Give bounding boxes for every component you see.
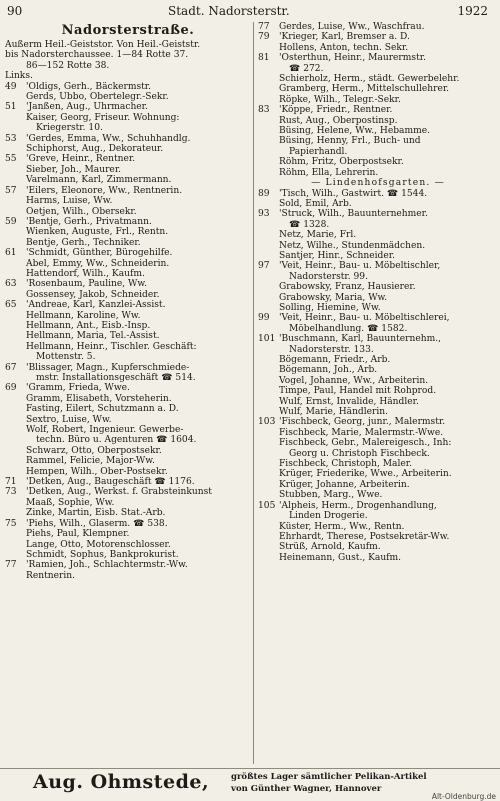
directory-line xyxy=(5,331,251,341)
entry-text: 'Detken, Aug., Werkst. f. Grabsteinkunst xyxy=(26,487,212,498)
entry-text: Gramm, Elisabeth, Vorsteherin. xyxy=(26,393,172,404)
entry-text: 'Ramien, Joh., Schlachtermstr.-Ww. xyxy=(26,560,188,571)
directory-line xyxy=(258,501,498,511)
directory-line xyxy=(258,64,498,74)
entry-text: Gossensey, Jakob, Schneider. xyxy=(26,289,160,300)
house-number: 97 xyxy=(258,261,270,272)
directory-line xyxy=(258,105,498,115)
page-year: 1922 xyxy=(457,4,488,18)
entry-text: Schiphorst, Aug., Dekorateur. xyxy=(26,144,164,155)
entry-text: Wulf, Ernst, Invalide, Händler. xyxy=(279,396,419,407)
entry-text: Timpe, Paul, Handel mit Rohprod. xyxy=(279,386,437,397)
entry-text: Hattendorf, Wilh., Kaufm. xyxy=(26,268,145,279)
directory-line xyxy=(5,165,251,175)
entry-text: bis Nadorsterchaussee. 1—84 Rotte 37. xyxy=(5,50,189,61)
directory-line xyxy=(5,92,251,102)
directory-line xyxy=(5,123,251,133)
directory-line xyxy=(258,95,498,105)
directory-line xyxy=(258,417,498,427)
watermark: Alt-Oldenburg.de xyxy=(431,792,496,801)
entry-text: 'Osterthun, Heinr., Maurermstr. xyxy=(279,53,426,64)
entry-text: Nadorsterstraße. xyxy=(61,23,195,38)
directory-line xyxy=(258,178,498,188)
ad-brand: Aug. Ohmstede, xyxy=(33,771,210,793)
directory-line xyxy=(5,498,251,508)
directory-line xyxy=(258,43,498,53)
entry-text: Gramberg, Herm., Mittelschullehrer. xyxy=(279,84,450,95)
directory-line xyxy=(258,282,498,292)
directory-line xyxy=(5,22,251,40)
directory-line xyxy=(258,126,498,136)
directory-line xyxy=(258,32,498,42)
directory-line xyxy=(258,397,498,407)
entry-text: Hempen, Wilh., Ober-Postsekr. xyxy=(26,466,168,477)
directory-line xyxy=(5,82,251,92)
entry-text: 'Gramm, Frieda, Wwe. xyxy=(26,383,130,394)
directory-line xyxy=(5,383,251,393)
directory-line xyxy=(258,272,498,282)
entry-text: ☎ 272. xyxy=(289,63,324,74)
entry-text: Hellmann, Ant., Eisb.-Insp. xyxy=(26,320,151,331)
directory-line xyxy=(5,186,251,196)
house-number: 65 xyxy=(5,300,17,311)
directory-line xyxy=(258,147,498,157)
entry-text: Fischbeck, Marie, Malermstr.-Wwe. xyxy=(279,427,444,438)
entry-text: Mottenstr. 5. xyxy=(36,352,96,363)
advertisement xyxy=(0,768,500,801)
entry-text: Nadorsterstr. 133. xyxy=(289,344,374,355)
directory-line xyxy=(5,217,251,227)
directory-line xyxy=(5,487,251,497)
entry-text: Krüger, Johanne, Arbeiterin. xyxy=(279,479,410,490)
house-number: 103 xyxy=(258,417,276,428)
directory-line xyxy=(5,300,251,310)
directory-line xyxy=(5,321,251,331)
entry-text: Röhm, Ella, Lehrerin. xyxy=(279,167,379,178)
entry-text: Möbelhandlung. ☎ 1582. xyxy=(289,323,408,334)
directory-line xyxy=(5,102,251,112)
entry-text: Gerds, Ubbo, Obertelegr.-Sekr. xyxy=(26,92,169,103)
directory-line xyxy=(258,84,498,94)
house-number: 75 xyxy=(5,518,17,529)
directory-line xyxy=(5,540,251,550)
page-number: 90 xyxy=(7,4,23,18)
directory-line xyxy=(5,560,251,570)
entry-text: Rust, Aug., Oberpostinsp. xyxy=(279,115,398,126)
directory-line xyxy=(5,71,251,81)
directory-line xyxy=(258,209,498,219)
directory-line xyxy=(5,571,251,581)
directory-line xyxy=(5,154,251,164)
directory-line xyxy=(5,435,251,445)
entry-text: 'Gerdes, Emma, Ww., Schuhhandlg. xyxy=(26,133,191,144)
directory-line xyxy=(258,303,498,313)
entry-text: Netz, Marie, Frl. xyxy=(279,230,357,241)
directory-line xyxy=(258,168,498,178)
directory-line xyxy=(258,480,498,490)
directory-line xyxy=(258,53,498,63)
entry-text: Netz, Wilhe., Stundenmädchen. xyxy=(279,240,426,251)
entry-text: Papierhandl. xyxy=(289,146,348,157)
entry-text: Röhm, Fritz, Oberpostsekr. xyxy=(279,157,404,168)
directory-line xyxy=(258,136,498,146)
directory-line xyxy=(258,313,498,323)
entry-text: Hellmann, Maria, Tel.-Assist. xyxy=(26,331,160,342)
entry-text: 'Bentje, Gerh., Privatmann. xyxy=(26,216,152,227)
entry-text: Grabowsky, Franz, Hausierer. xyxy=(279,282,416,293)
directory-line xyxy=(5,269,251,279)
directory-line xyxy=(5,113,251,123)
page-header xyxy=(0,4,500,20)
entry-text: 'Struck, Wilh., Bauunternehmer. xyxy=(279,209,428,220)
entry-text: Solling, Hiemine, Ww. xyxy=(279,302,381,313)
directory-line xyxy=(5,404,251,414)
directory-line xyxy=(5,446,251,456)
directory-line xyxy=(258,407,498,417)
directory-line xyxy=(258,532,498,542)
entry-text: Santjer, Hinr., Schneider. xyxy=(279,250,395,261)
directory-line xyxy=(5,311,251,321)
directory-line xyxy=(5,550,251,560)
house-number: 79 xyxy=(258,32,270,43)
directory-line xyxy=(258,22,498,32)
directory-line xyxy=(258,542,498,552)
entry-text: Fasting, Eilert, Schutzmann a. D. xyxy=(26,404,179,415)
entry-text: Schwarz, Otto, Oberpostsekr. xyxy=(26,445,162,456)
house-number: 51 xyxy=(5,102,17,113)
entry-text: Wienken, Auguste, Frl., Rentn. xyxy=(26,227,169,238)
directory-line xyxy=(5,467,251,477)
house-number: 55 xyxy=(5,154,17,165)
entry-text: Ehrhardt, Therese, Postsekretär-Ww. xyxy=(279,531,450,542)
entry-text: Hellmann, Karoline, Ww. xyxy=(26,310,141,321)
directory-line xyxy=(5,40,251,50)
entry-text: Nadorsterstr. 99. xyxy=(289,271,368,282)
house-number: 105 xyxy=(258,500,276,511)
entry-text: ☎ 1328. xyxy=(289,219,330,230)
directory-line xyxy=(5,290,251,300)
directory-line xyxy=(258,355,498,365)
entry-text: 'Oldigs, Gerh., Bäckermstr. xyxy=(26,81,152,92)
directory-line xyxy=(258,522,498,532)
entry-text: Harms, Luise, Ww. xyxy=(26,196,113,207)
directory-line xyxy=(5,363,251,373)
house-number: 99 xyxy=(258,313,270,324)
house-number: 83 xyxy=(258,105,270,116)
entry-text: Außerm Heil.-Geiststor. Von Heil.-Geiststr. xyxy=(5,40,201,50)
directory-line xyxy=(258,324,498,334)
house-number: 71 xyxy=(5,477,17,488)
directory-line xyxy=(5,415,251,425)
directory-line xyxy=(258,230,498,240)
entry-text: Schierholz, Herm., städt. Gewerbelehr. xyxy=(279,74,460,85)
entry-text: Bögemann, Friedr., Arb. xyxy=(279,355,391,365)
entry-text: Gerdes, Luise, Ww., Waschfrau. xyxy=(279,22,425,32)
house-number: 93 xyxy=(258,209,270,220)
house-number: 63 xyxy=(5,279,17,290)
house-number: 77 xyxy=(258,22,270,32)
directory-line xyxy=(5,519,251,529)
directory-line xyxy=(258,261,498,271)
directory-line xyxy=(5,259,251,269)
directory-line xyxy=(258,293,498,303)
directory-line xyxy=(5,227,251,237)
entry-text: Küster, Herm., Ww., Rentn. xyxy=(279,521,405,532)
entry-text: 'Krieger, Karl, Bremser a. D. xyxy=(279,32,410,43)
entry-text: Lange, Otto, Motorenschlosser. xyxy=(26,539,171,550)
entry-text: Wulf, Marie, Händlerin. xyxy=(279,407,389,418)
entry-text: Piehs, Paul, Klempner. xyxy=(26,529,130,540)
entry-text: Kriegerstr. 10. xyxy=(36,123,103,134)
entry-text: Linden Drogerie. xyxy=(289,511,368,522)
entry-text: 'Greve, Heinr., Rentner. xyxy=(26,154,136,165)
directory-line xyxy=(5,196,251,206)
entry-text: 'Piehs, Wilh., Glaserm. ☎ 538. xyxy=(26,518,168,529)
entry-text: Rammel, Felicie, Major-Ww. xyxy=(26,456,155,467)
entry-text: mstr. Installationsgeschäft ☎ 514. xyxy=(36,373,196,383)
directory-line xyxy=(258,449,498,459)
directory-line xyxy=(5,61,251,71)
house-number: 89 xyxy=(258,188,270,199)
directory-line xyxy=(258,365,498,375)
entry-text: 'Andreae, Karl, Kanzlei-Assist. xyxy=(26,300,166,311)
entry-text: Büsing, Helene, Ww., Hebamme. xyxy=(279,126,430,137)
directory-line xyxy=(5,238,251,248)
entry-text: Bentje, Gerh., Techniker. xyxy=(26,237,141,248)
entry-text: 'Veit, Heinr., Bau- u. Möbeltischlerei, xyxy=(279,313,450,324)
entry-text: Sieber, Joh., Maurer. xyxy=(26,164,122,175)
entry-text: Schmidt, Sophus, Bankprokurist. xyxy=(26,549,179,560)
entry-text: Georg u. Christoph Fischbeck. xyxy=(289,448,430,459)
directory-line xyxy=(5,456,251,466)
directory-line xyxy=(5,207,251,217)
directory-line xyxy=(258,157,498,167)
directory-line xyxy=(258,116,498,126)
directory-line xyxy=(5,477,251,487)
entry-text: Heinemann, Gust., Kaufm. xyxy=(279,552,402,563)
house-number: 77 xyxy=(5,560,17,571)
entry-text: Oetjen, Wilh., Obersekr. xyxy=(26,206,137,217)
directory-line xyxy=(5,248,251,258)
directory-line xyxy=(258,376,498,386)
entry-text: Links. xyxy=(5,71,33,82)
directory-line xyxy=(258,438,498,448)
ad-line-2: von Günther Wagner, Hannover xyxy=(231,784,382,794)
page-title: Stadt. Nadorsterstr. xyxy=(168,4,290,18)
directory-line xyxy=(5,279,251,289)
directory-line xyxy=(5,425,251,435)
entry-text: Fischbeck, Gebr., Malereigesch., Inh: xyxy=(279,438,452,449)
entry-text: Röpke, Wilh., Telegr.-Sekr. xyxy=(279,94,401,105)
entry-text: techn. Büro u. Agenturen ☎ 1604. xyxy=(36,435,197,446)
directory-line xyxy=(258,199,498,209)
entry-text: Sold, Emil, Arb. xyxy=(279,198,352,209)
entry-text: Kaiser, Georg, Friseur. Wohnung: xyxy=(26,112,180,123)
entry-text: 'Schmidt, Günther, Bürogehilfe. xyxy=(26,248,173,259)
directory-line xyxy=(5,394,251,404)
house-number: 61 xyxy=(5,248,17,259)
entry-text: — Lindenhofsgarten. — xyxy=(311,178,445,189)
entry-text: Hellmann, Heinr., Tischler. Geschäft: xyxy=(26,341,197,352)
entry-text: Zinke, Martin, Eisb. Stat.-Arb. xyxy=(26,508,166,519)
entry-text: Wolf, Robert, Ingenieur. Gewerbe- xyxy=(26,425,184,436)
entry-text: 'Alpheis, Herm., Drogenhandlung, xyxy=(279,500,437,511)
directory-line xyxy=(5,373,251,383)
directory-line xyxy=(258,251,498,261)
entry-text: 'Veit, Heinr., Bau- u. Möbeltischler, xyxy=(279,261,441,272)
entry-text: Sextro, Luise, Ww. xyxy=(26,414,112,425)
directory-line xyxy=(5,144,251,154)
entry-text: Fischbeck, Christoph, Maler. xyxy=(279,459,413,470)
entry-text: Hollens, Anton, techn. Sekr. xyxy=(279,42,409,53)
entry-text: Varelmann, Karl, Zimmermann. xyxy=(26,175,172,186)
entry-text: 'Rosenbaum, Pauline, Ww. xyxy=(26,279,147,290)
entry-text: Bögemann, Joh., Arb. xyxy=(279,365,378,376)
directory-line xyxy=(258,345,498,355)
directory-line xyxy=(258,241,498,251)
entry-text: 'Detken, Aug., Baugeschäft ☎ 1176. xyxy=(26,477,195,488)
entry-text: 'Blissager, Magn., Kupferschmiede- xyxy=(26,362,190,373)
right-column xyxy=(258,22,498,563)
directory-line xyxy=(258,386,498,396)
house-number: 73 xyxy=(5,487,17,498)
house-number: 67 xyxy=(5,362,17,373)
entry-text: 'Eilers, Eleonore, Ww., Rentnerin. xyxy=(26,185,183,196)
directory-line xyxy=(258,74,498,84)
directory-line xyxy=(258,459,498,469)
directory-line xyxy=(258,334,498,344)
entry-text: Büsing, Henny, Frl., Buch- und xyxy=(279,136,421,147)
entry-text: 'Buschmann, Karl, Bauunternehm., xyxy=(279,334,442,345)
column-divider xyxy=(253,22,254,764)
house-number: 101 xyxy=(258,334,276,345)
left-column xyxy=(5,22,251,581)
entry-text: Grabowsky, Maria, Ww. xyxy=(279,292,388,303)
entry-text: 'Fischbeck, Georg, junr., Malermstr. xyxy=(279,417,446,428)
directory-line xyxy=(258,553,498,563)
entry-text: Krüger, Friederike, Wwe., Arbeiterin. xyxy=(279,469,452,480)
directory-line xyxy=(258,511,498,521)
directory-line xyxy=(258,428,498,438)
entry-text: 'Tisch, Wilh., Gastwirt. ☎ 1544. xyxy=(279,188,428,199)
entry-text: Abel, Emmy, Ww., Schneiderin. xyxy=(26,258,170,269)
entry-text: Maaß, Sophie, Ww. xyxy=(26,497,115,508)
directory-line xyxy=(5,352,251,362)
directory-line xyxy=(5,508,251,518)
directory-line xyxy=(258,490,498,500)
directory-line xyxy=(5,50,251,60)
ad-line-1: größtes Lager sämtlicher Pelikan-Artikel xyxy=(231,772,427,782)
directory-line xyxy=(258,469,498,479)
directory-line xyxy=(258,220,498,230)
entry-text: Strüß, Arnold, Kaufm. xyxy=(279,542,381,553)
entry-text: Rentnerin. xyxy=(26,570,75,581)
house-number: 49 xyxy=(5,81,17,92)
house-number: 81 xyxy=(258,53,270,64)
entry-text: 'Köppe, Friedr., Rentner. xyxy=(279,105,393,116)
house-number: 59 xyxy=(5,216,17,227)
entry-text: Vogel, Johanne, Ww., Arbeiterin. xyxy=(279,375,429,386)
entry-text: 86—152 Rotte 38. xyxy=(26,60,110,71)
directory-line xyxy=(258,189,498,199)
directory-line xyxy=(5,529,251,539)
directory-line xyxy=(5,175,251,185)
directory-line xyxy=(5,134,251,144)
house-number: 53 xyxy=(5,133,17,144)
entry-text: 'Janßen, Aug., Uhrmacher. xyxy=(26,102,148,113)
directory-line xyxy=(5,342,251,352)
entry-text: Stubben, Marg., Wwe. xyxy=(279,490,383,501)
house-number: 69 xyxy=(5,383,17,394)
house-number: 57 xyxy=(5,185,17,196)
